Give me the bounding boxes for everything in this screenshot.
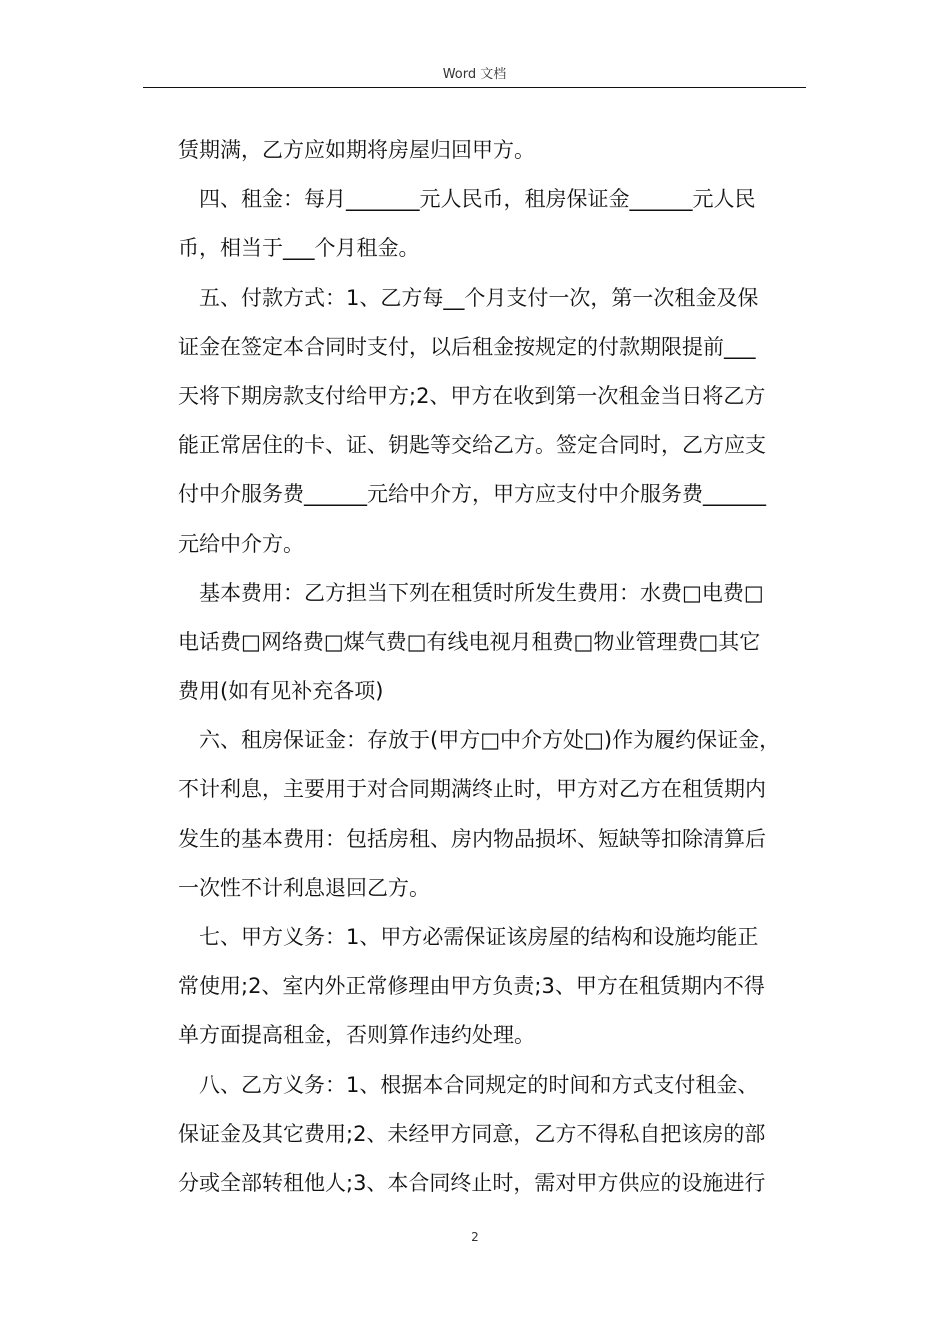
text-line: 常使用;2、室内外正常修理由甲方负责;3、甲方在租赁期内不得 bbox=[178, 974, 765, 999]
text-line: 五、付款方式：1、乙方每__个月支付一次，第一次租金及保 bbox=[199, 285, 759, 310]
text-line: 能正常居住的卡、证、钥匙等交给乙方。签定合同时，乙方应支 bbox=[178, 433, 766, 458]
text-line: 保证金及其它费用;2、未经甲方同意，乙方不得私自把该房的部 bbox=[178, 1121, 766, 1146]
text-line: 费用(如有见补充各项) bbox=[178, 679, 384, 704]
document-body bbox=[178, 126, 808, 1208]
header-divider bbox=[143, 87, 806, 88]
page-number: 2 bbox=[471, 1230, 479, 1244]
text-line: 发生的基本费用：包括房租、房内物品损坏、短缺等扣除清算后 bbox=[178, 826, 766, 851]
text-line: 天将下期房款支付给甲方;2、甲方在收到第一次租金当日将乙方 bbox=[178, 383, 766, 408]
text-line: 四、租金：每月_______元人民币，租房保证金______元人民 bbox=[199, 187, 756, 212]
text-line: 分或全部转租他人;3、本合同终止时，需对甲方供应的设施进行 bbox=[178, 1170, 766, 1195]
text-line: 一次性不计利息退回乙方。 bbox=[178, 875, 430, 900]
text-line: 证金在签定本合同时支付，以后租金按规定的付款期限提前___ bbox=[178, 334, 756, 359]
page-header: Word 文档 bbox=[442, 67, 507, 82]
text-line: 不计利息，主要用于对合同期满终止时，甲方对乙方在租赁期内 bbox=[178, 777, 766, 802]
text-line: 赁期满，乙方应如期将房屋归回甲方。 bbox=[178, 138, 535, 162]
text-line: 付中介服务费______元给中介方，甲方应支付中介服务费______ bbox=[178, 482, 766, 507]
text-line: 七、甲方义务：1、甲方必需保证该房屋的结构和设施均能正 bbox=[199, 925, 759, 949]
text-line: 电话费□网络费□煤气费□有线电视月租费□物业管理费□其它 bbox=[178, 629, 761, 654]
text-line: 六、租房保证金：存放于(甲方□中介方处□)作为履约保证金， bbox=[199, 728, 781, 753]
text-line: 单方面提高租金，否则算作违约处理。 bbox=[178, 1023, 535, 1048]
text-line: 币，相当于___个月租金。 bbox=[178, 236, 420, 261]
text-line: 基本费用：乙方担当下列在租赁时所发生费用：水费□电费□ bbox=[199, 580, 764, 605]
text-line: 八、乙方义务：1、根据本合同规定的时间和方式支付租金、 bbox=[199, 1072, 759, 1097]
text-line: 元给中介方。 bbox=[178, 531, 304, 556]
